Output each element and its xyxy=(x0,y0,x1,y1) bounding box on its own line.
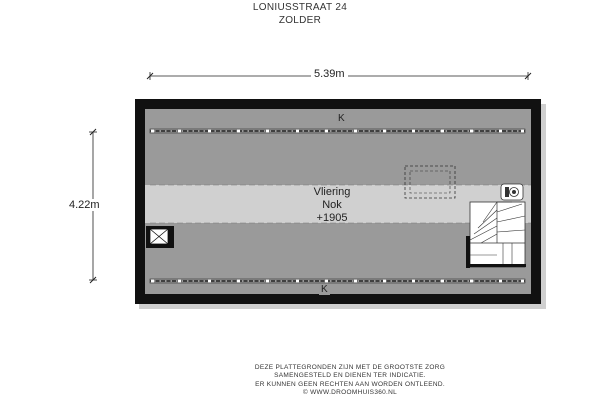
disclaimer-line-1: DEZE PLATTEGRONDEN ZIJN MET DE GROOTSTE ZORG xyxy=(254,364,446,371)
disclaimer xyxy=(150,364,550,397)
room-label-vliering xyxy=(272,186,392,225)
room-subtitle: Nok xyxy=(322,199,342,211)
height-dimension-label: 4.22m xyxy=(66,199,103,211)
room-height: +1905 xyxy=(316,212,348,224)
disclaimer-line-3: ER KUNNEN GEEN RECHTEN AAN WORDEN ONTLEEND. xyxy=(255,380,445,388)
knee-wall-bottom-label: K xyxy=(321,284,328,295)
floor-title: ZOLDER xyxy=(278,15,322,26)
disclaimer-line-2: SAMENGESTELD EN DIENEN TER INDICATIE. xyxy=(274,372,426,380)
knee-wall-top-label: K xyxy=(338,113,345,124)
staircase xyxy=(466,202,526,268)
room-name: Vliering xyxy=(313,186,351,198)
vent-box xyxy=(146,226,174,248)
width-dimension-label: 5.39m xyxy=(311,68,348,80)
boiler-icon xyxy=(501,184,523,200)
disclaimer-line-4: © WWW.DROOMHUIS360.NL xyxy=(302,388,398,396)
address-title: LONIUSSTRAAT 24 xyxy=(252,2,348,13)
